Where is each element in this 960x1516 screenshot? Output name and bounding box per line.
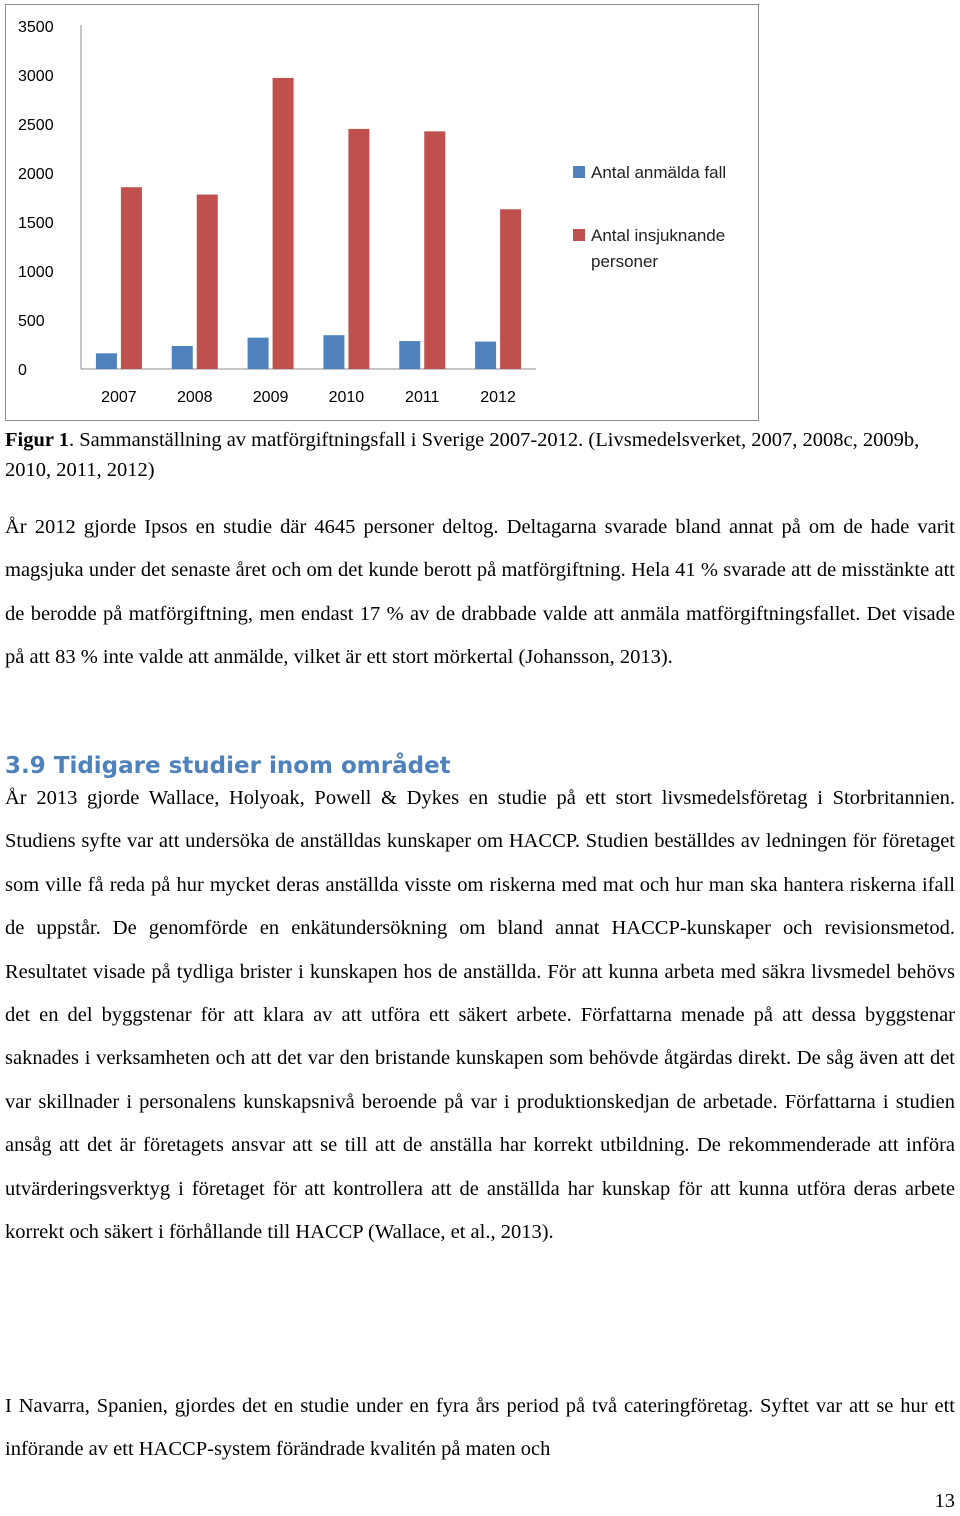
figure-label: Figur 1 xyxy=(5,429,69,451)
x-tick-label: 2008 xyxy=(176,389,213,406)
caption-text: . Sammanställning av matförgiftningsfall i Sverige 2007-2012. (Livsmedelsverket, 2007, 2008c, 2009b, 2010, 2011, 2012) xyxy=(5,429,920,481)
section-heading: 3.9 Tidigare studier inom området xyxy=(5,753,451,779)
y-tick-label: 500 xyxy=(18,313,45,330)
bar-sick-persons xyxy=(348,129,369,369)
y-tick-label: 2000 xyxy=(18,166,54,183)
bar-chart xyxy=(5,4,759,421)
bar-reported-cases xyxy=(172,346,193,369)
bar-sick-persons xyxy=(121,187,142,369)
y-tick-label: 0 xyxy=(18,362,27,379)
chart-plot xyxy=(6,5,758,420)
legend-label: Antal anmälda fall xyxy=(591,163,727,182)
figure-caption xyxy=(5,425,955,485)
bar-reported-cases xyxy=(248,338,269,369)
bar-reported-cases xyxy=(96,353,117,369)
bar-reported-cases xyxy=(323,335,344,369)
legend-label: Antal insjuknande personer xyxy=(591,226,726,271)
x-tick-label: 2012 xyxy=(480,389,516,406)
bar-reported-cases xyxy=(475,342,496,369)
x-tick-label: 2010 xyxy=(328,389,365,406)
legend-swatch-red xyxy=(573,229,585,241)
bar-sick-persons xyxy=(424,131,445,369)
paragraph-ipsos: År 2012 gjorde Ipsos en studie där 4645 personer deltog. Deltagarna svarade bland annat på om de hade varit magsjuka under det senaste året och om det kunde berott på matförgiftning. Hela 41 % svarade att de misstänkte att de berodde på matförgiftning, men endast 17 % av de drabbade valde att anmäla matförgiftningsfallet. Det visade på att 83 % inte valde att anmälde, vilket är ett stort mörkertal (Johansson, 2013). xyxy=(5,516,955,669)
y-tick-label: 1500 xyxy=(18,215,54,232)
y-tick-label: 3500 xyxy=(18,19,54,36)
bar-sick-persons xyxy=(273,78,294,369)
paragraph-wallace: År 2013 gjorde Wallace, Holyoak, Powell & Dykes en studie på ett stort livsmedelsföretag i Storbritannien. Studiens syfte var att undersöka de anställdas kunskaper om HACCP. Studien beställdes av ledningen för företaget som ville få reda på hur mycket deras anställda visste om riskerna med mat och hur man ska hantera riskerna ifall de uppstår. De genomförde en enkätundersökning om bland annat HACCP-kunskaper och revisionsmetod. Resultatet visade på tydliga brister i kunskapen hos de anställda. För att kunna arbeta med säkra livsmedel behövs det en del byggstenar för att klara av att utföra ett säkert arbete. Författarna menade på att dessa byggstenar saknades i verksamheten och att det var den bristande kunskapen som behövde åtgärdas direkt. De såg även att det var skillnader i personalens kunskapsnivå beroende på var i produktionskedjan de arbetade. Författarna i studien ansåg att det är företagets ansvar att se till att de anställa har korrekt utbildning. De rekommenderade att införa utvärderingsverktyg i företaget för att kontrollera att de anställda har kunskap för att kunna utföra deras arbete korrekt och säkert i förhållande till HACCP (Wallace, et al., 2013). xyxy=(5,787,955,1244)
x-tick-label: 2011 xyxy=(405,389,440,406)
x-tick-label: 2007 xyxy=(101,389,137,406)
bar-reported-cases xyxy=(399,341,420,369)
legend-swatch-blue xyxy=(573,166,585,178)
x-tick-label: 2009 xyxy=(252,389,289,406)
y-tick-label: 3000 xyxy=(18,68,54,85)
y-tick-label: 2500 xyxy=(18,117,54,134)
page-number: 13 xyxy=(934,1490,955,1512)
bar-sick-persons xyxy=(197,195,218,369)
bar-sick-persons xyxy=(500,209,521,369)
y-tick-label: 1000 xyxy=(18,264,54,281)
paragraph-navarra: I Navarra, Spanien, gjordes det en studie under en fyra års period på två cateringföretag. Syftet var att se hur ett införande av ett HACCP-system förändrade kvalitén på maten och xyxy=(5,1395,955,1461)
